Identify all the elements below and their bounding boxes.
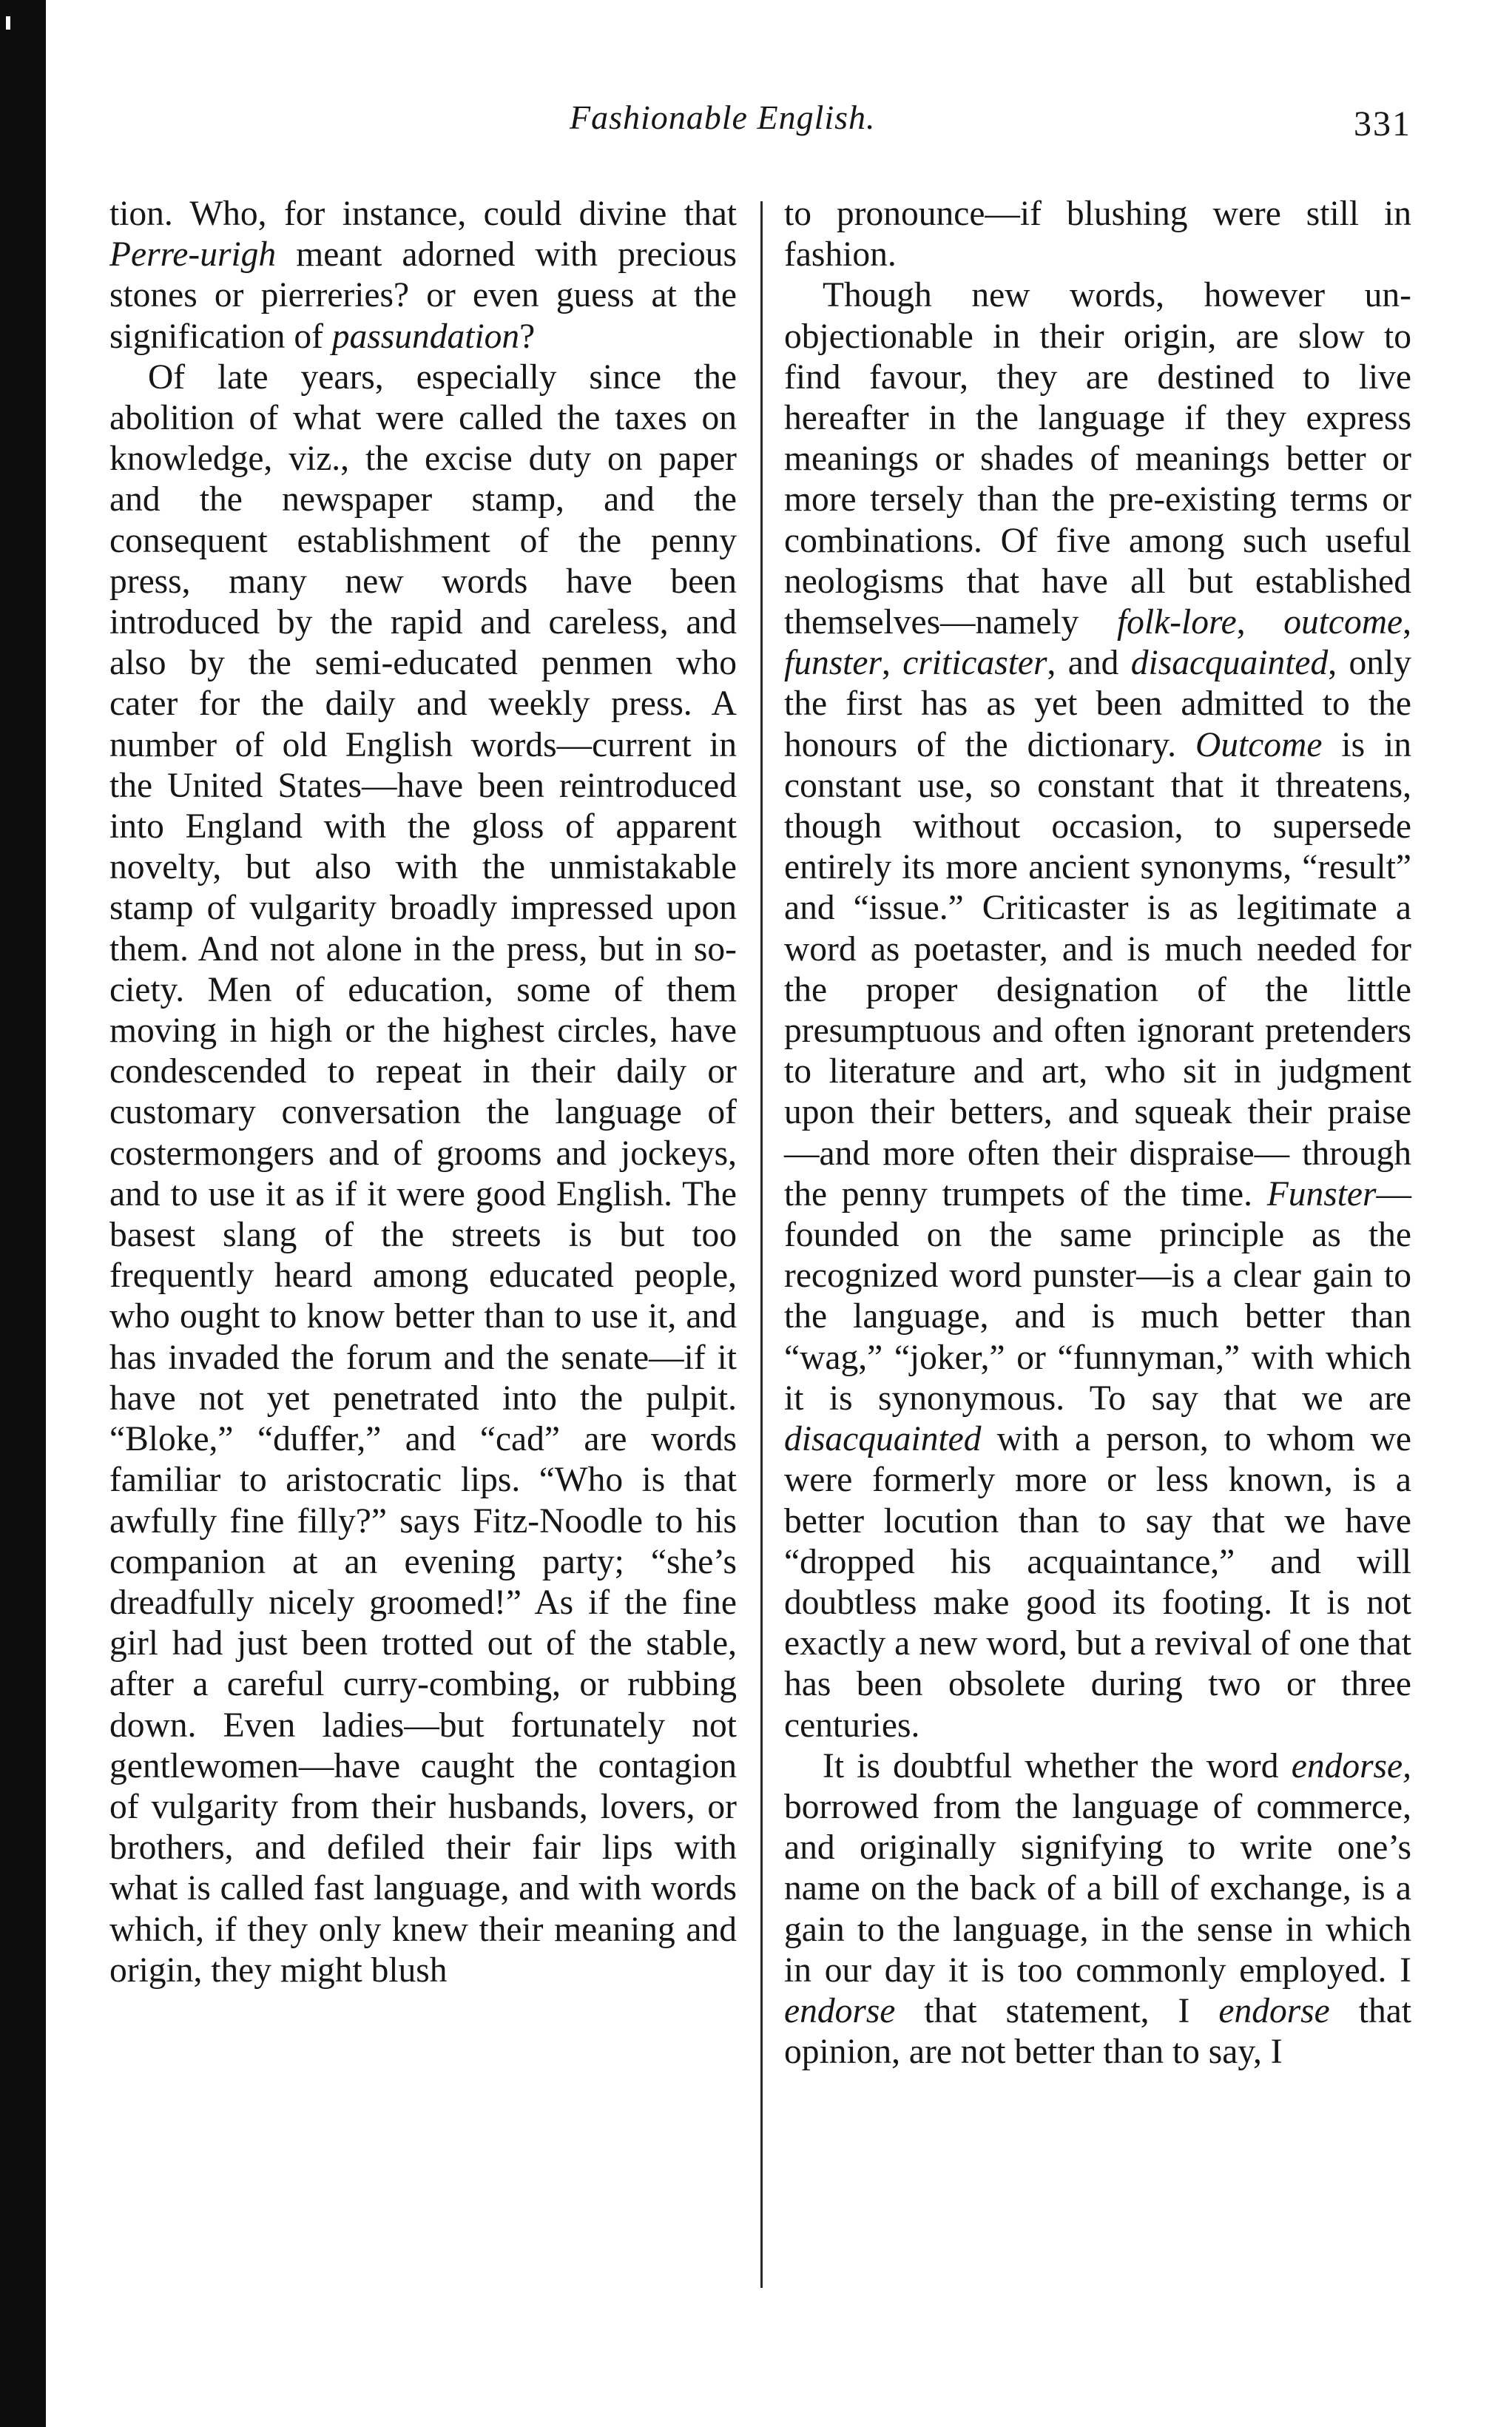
text-run: tion. Who, for instance, could divine that bbox=[109, 195, 737, 233]
column-divider bbox=[760, 201, 763, 2288]
text-run: It is doubtful whether the word bbox=[823, 1746, 1292, 1785]
text-run: that statement, I bbox=[895, 1991, 1219, 2030]
italic-term: folk-lore bbox=[1116, 603, 1237, 642]
binding-mark bbox=[6, 16, 10, 30]
paragraph bbox=[784, 194, 1411, 275]
text-run: that opinion, are not better than to say, I bbox=[784, 1991, 1411, 2072]
italic-term: funster bbox=[784, 644, 882, 683]
italic-term: Funster bbox=[1266, 1174, 1377, 1214]
paragraph bbox=[784, 275, 1411, 1746]
text-run: is in constant use, so constant that it threatens, though without occasion, to supersede entirely its more ancient synonyms, “result” and “issue.” Criticaster is as legitimate a word as poetaster, and is much needed for the proper designation of the little presumptuous and often ignorant pretenders to literature and art, who sit in judgment upon their betters, and squeak their praise —and more often their dispraise— through the penny trumpets of the time. bbox=[784, 725, 1411, 1214]
text-run: , only the first has as yet been admitted to the honours of the dictionary. bbox=[784, 644, 1411, 764]
italic-term: passundation bbox=[331, 317, 520, 356]
italic-term: endorse bbox=[1218, 1991, 1330, 2030]
text-run: Of late years, especially since the abolition of what were called the taxes on knowledge, viz., the excise duty on paper and the newspaper stamp, and the consequent establishment of the penny press, many new words have been introduced by the rapid and careless, and also by the semi-educated penmen who cater for the daily and weekly press. A number of old English words—current in the United States—have been reintroduced into England with the gloss of apparent novelty, but also with the unmistakable stamp of vulgarity broadly impressed upon them. And not alone in the press, but in society. Men of education, some of them moving in high or the highest circles, have condescended to repeat in their daily or customary conversation the language of costermongers and of grooms and jockeys, and to use it as if it were good English. The basest slang of the streets is but too frequently heard among educated people, who ought to know better than to use it, and has invaded the forum and the senate—if it have not yet penetrated into the pulpit. “Bloke,” “duffer,” and “cad” are words familiar to aristocratic lips. “Who is that awfully fine filly?” says Fitz-Noodle to his companion at an evening party; “she’s dreadfully nicely groomed!” As if the fine girl had just been trotted out of the stable, after a careful curry-combing, or rubbing down. Even ladies—but fortunately not gentlewomen—have caught the contagion of vulgarity from their husbands, lovers, or brothers, and defiled their fair lips with what is called fast language, and with words which, if they only knew their meaning and origin, they might blush bbox=[109, 357, 737, 1990]
running-title: Fashionable English. bbox=[570, 98, 876, 136]
text-run: to pronounce—if blushing were still in fashion. bbox=[784, 195, 1411, 275]
paragraph bbox=[109, 194, 737, 357]
text-run: Though new words, however unobjectionable in their origin, are slow to find favour, they are destined to live hereafter in the language if they express meanings or shades of meanings better or more tersely than the pre-existing terms or combinations. Of five among such useful neologisms that have all but established themselves—namely bbox=[784, 276, 1411, 642]
italic-term: criticaster bbox=[902, 644, 1047, 683]
italic-term: disacquainted bbox=[1130, 644, 1329, 683]
text-run: borrowed from the language of commerce, and originally signifying to write one’s name on the back of a bill of exchange, is a gain to the language, in the sense in which in our day it is too commonly employed. I bbox=[784, 1787, 1411, 1990]
italic-term: endorse, bbox=[1291, 1746, 1411, 1785]
binding-edge bbox=[0, 0, 46, 2427]
page-number: 331 bbox=[1354, 104, 1411, 144]
text-run: with a person, to whom we were formerly more or less known, is a better locution than to say that we have “dropped his acquaintance,” and will doubtless make good its footing. It is not exactly a new word, but a revival of one that has been obsolete during two or three centuries. bbox=[784, 1420, 1411, 1745]
page-header bbox=[0, 98, 1512, 149]
italic-term: Outcome bbox=[1195, 725, 1323, 764]
italic-term: outcome bbox=[1283, 603, 1403, 642]
text-run: , bbox=[1403, 603, 1411, 642]
text-run: ? bbox=[519, 317, 536, 356]
paragraph bbox=[784, 1746, 1411, 2073]
text-run: meant adorned with precious stones or pierreries? or even guess at the signification of bbox=[109, 235, 737, 356]
italic-term: endorse bbox=[784, 1991, 896, 2030]
right-column bbox=[784, 194, 1411, 2362]
text-run: , and bbox=[1047, 644, 1131, 683]
italic-term: Perre-urigh bbox=[109, 235, 277, 275]
text-run: , bbox=[1236, 603, 1284, 642]
left-column bbox=[109, 194, 737, 2362]
paragraph bbox=[109, 357, 737, 1991]
italic-term: disacquainted bbox=[784, 1420, 982, 1459]
text-run: —founded on the same principle as the recognized word punster—is a clear gain to the language, and is much better than “wag,” “joker,” or “funnyman,” with which it is synonymous. To say that we are bbox=[784, 1174, 1411, 1418]
text-run: , bbox=[881, 644, 903, 683]
